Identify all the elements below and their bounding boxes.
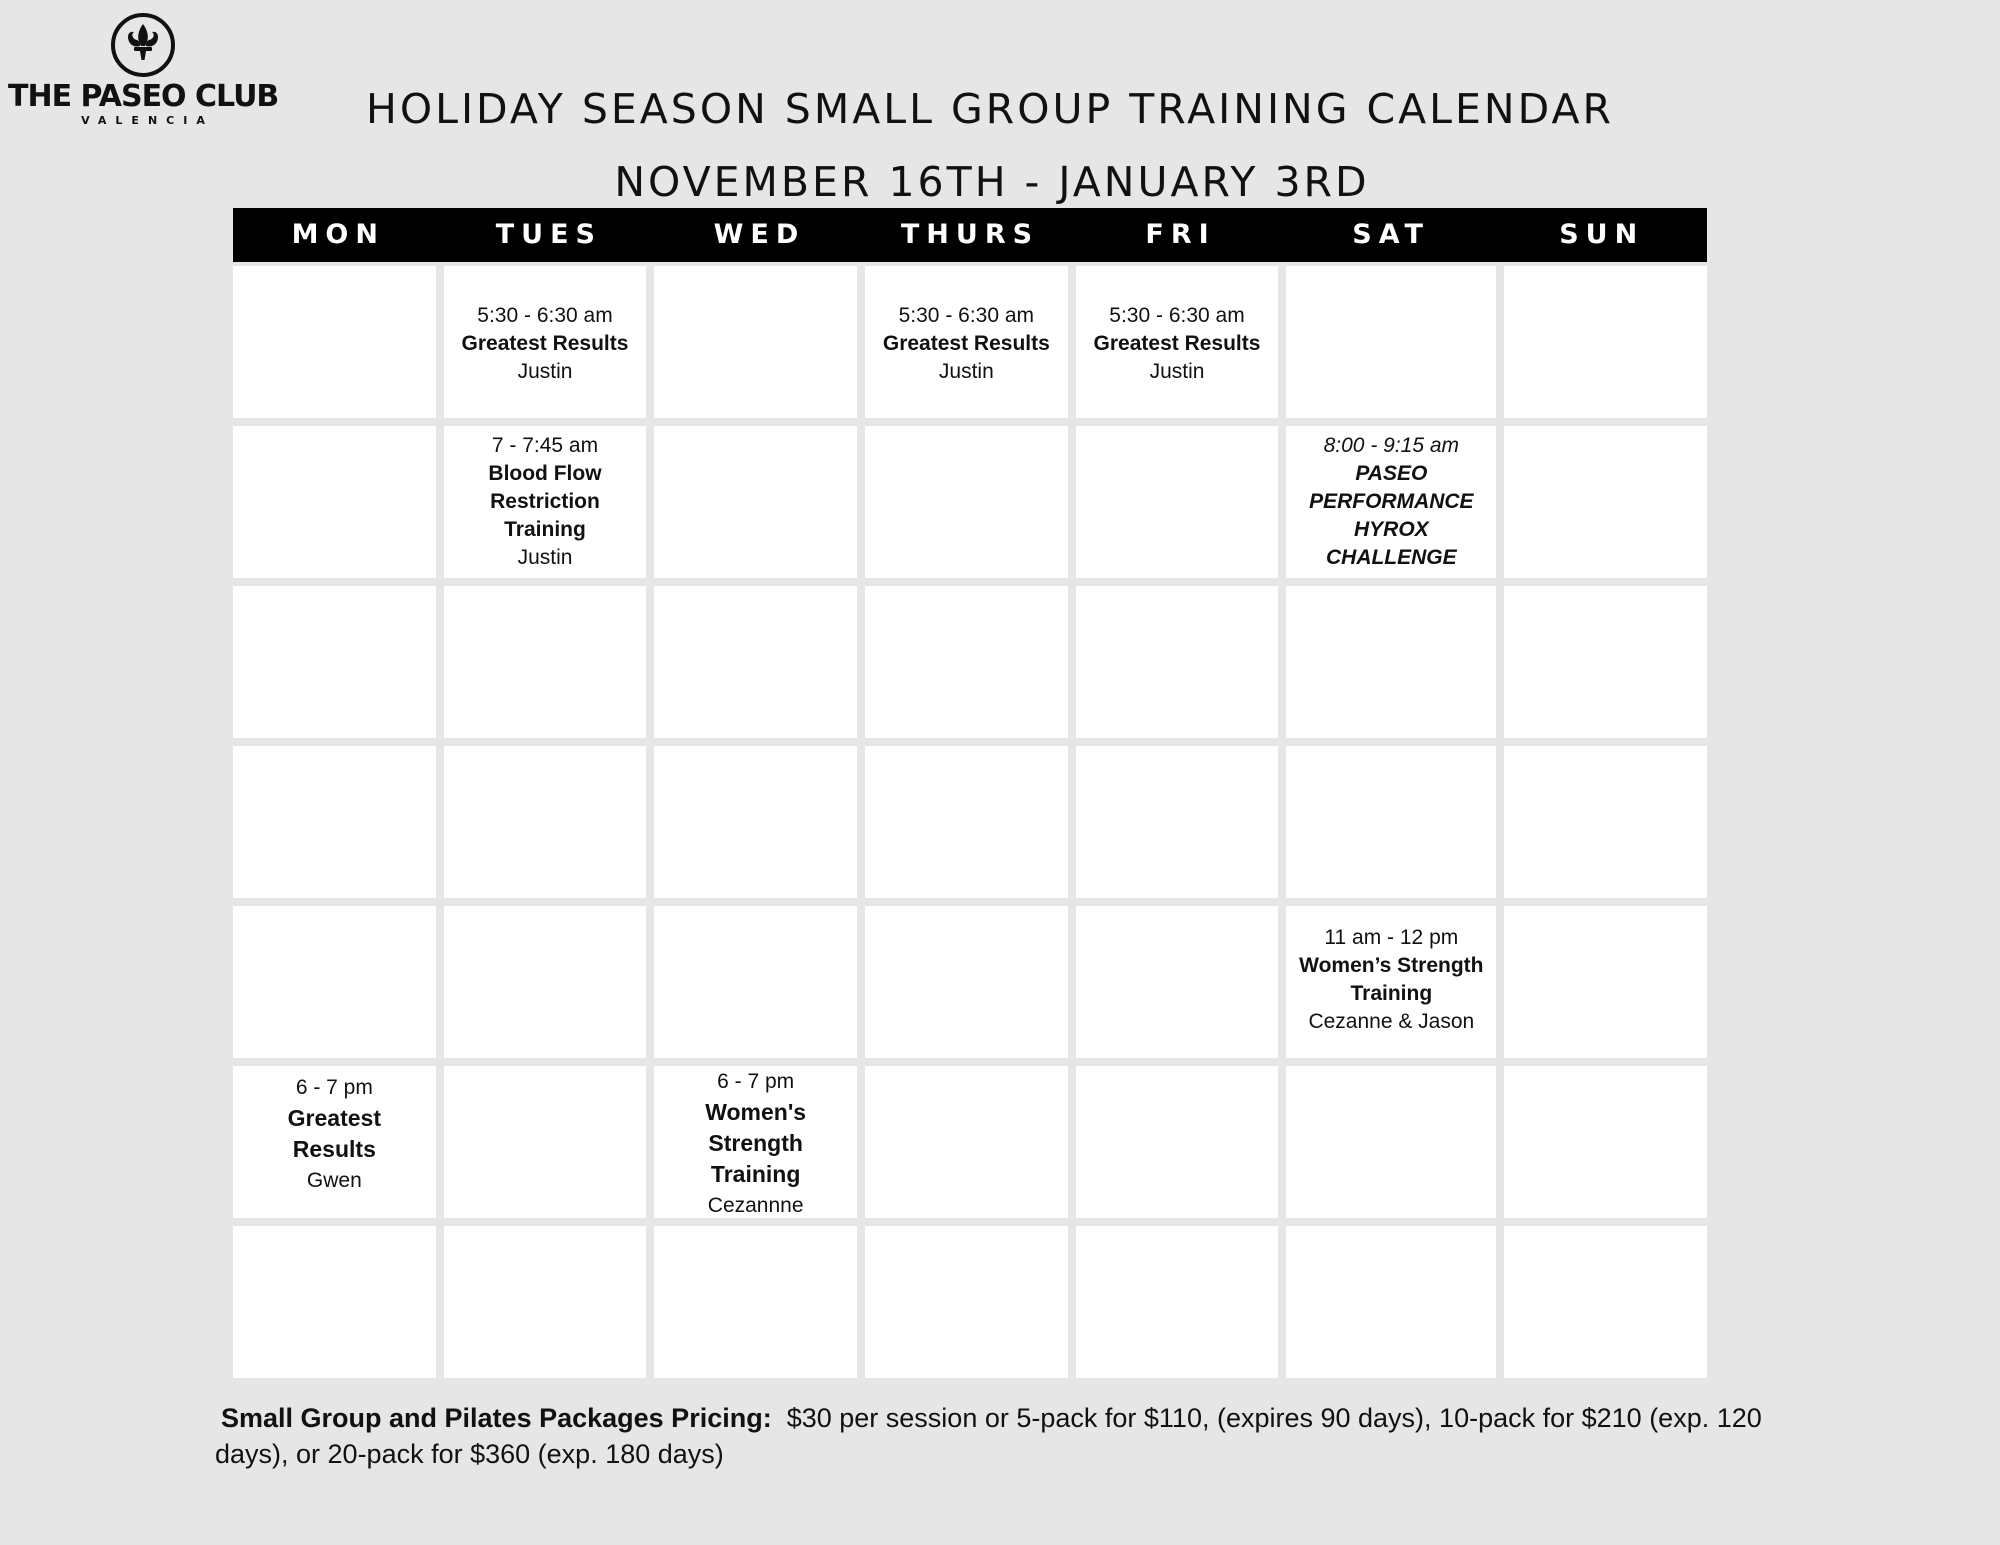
- session-time: 5:30 - 6:30 am: [1109, 304, 1245, 327]
- calendar-cell: [865, 586, 1068, 738]
- calendar-cell: [865, 746, 1068, 898]
- session-class: Greatest Results: [287, 1105, 381, 1162]
- calendar-cell: [1076, 426, 1279, 578]
- calendar-cell: [654, 426, 857, 578]
- calendar-cell: [654, 266, 857, 418]
- calendar-cell: [444, 1066, 647, 1218]
- calendar-cell: [1076, 746, 1279, 898]
- calendar-cell: [233, 426, 436, 578]
- calendar-cell: [654, 1066, 857, 1218]
- club-name: THE PASEO CLUB: [8, 79, 279, 114]
- calendar-cell: [865, 266, 1068, 418]
- session-time: 6 - 7 pm: [295, 1076, 373, 1099]
- fleur-de-lis-icon: [110, 12, 176, 78]
- session-class: Women’s Strength Training: [1299, 954, 1484, 1005]
- session-time: 5:30 - 6:30 am: [477, 304, 613, 327]
- calendar-cell: [865, 1066, 1068, 1218]
- calendar-cell: [233, 586, 436, 738]
- calendar-cell: [654, 1226, 857, 1378]
- weekday-header: [233, 208, 1707, 262]
- calendar-cell: [1076, 906, 1279, 1058]
- session-time: 6 - 7 pm: [717, 1070, 795, 1093]
- calendar-cell: [1504, 426, 1707, 578]
- calendar-cell: [444, 1226, 647, 1378]
- calendar-cell: [1286, 746, 1496, 898]
- calendar-cell: [444, 426, 647, 578]
- session-instructor: Cezannne: [707, 1194, 804, 1217]
- pricing-text: $30 per session or 5-pack for $110, (expires 90 days), 10-pack for $210 (exp. 120 days), or 20-pack for $360 (exp. 180 days): [215, 1403, 1762, 1469]
- session-time: 5:30 - 6:30 am: [898, 304, 1035, 327]
- club-city: VALENCIA: [81, 114, 214, 127]
- day-header-sat: SAT: [1352, 219, 1430, 250]
- calendar-cell: [444, 586, 647, 738]
- calendar-cell: [654, 746, 857, 898]
- date-range: NOVEMBER 16TH - JANUARY 3RD: [614, 158, 1370, 206]
- session-class: Greatest Results: [882, 332, 1050, 355]
- calendar-cell: [1076, 1226, 1279, 1378]
- calendar-cell: [1076, 266, 1279, 418]
- calendar-cell: [1504, 1066, 1707, 1218]
- session-class: PASEO PERFORMANCE HYROX CHALLENGE: [1309, 462, 1474, 569]
- page-title: HOLIDAY SEASON SMALL GROUP TRAINING CALENDAR: [366, 85, 1614, 133]
- session-time: 7 - 7:45 am: [491, 434, 599, 457]
- day-header-fri: FRI: [1145, 219, 1216, 250]
- calendar-cell: [1076, 1066, 1279, 1218]
- session-instructor: Gwen: [306, 1169, 362, 1192]
- calendar-cell: [233, 746, 436, 898]
- calendar-cell: [233, 266, 436, 418]
- day-header-thurs: THURS: [900, 219, 1040, 250]
- calendar-cell: [1504, 746, 1707, 898]
- calendar-cell: [1286, 1226, 1496, 1378]
- calendar-cell: [233, 906, 436, 1058]
- calendar-cell: [1286, 266, 1496, 418]
- calendar-cell: [1286, 1066, 1496, 1218]
- calendar-cell: [1504, 586, 1707, 738]
- calendar-cell: [654, 586, 857, 738]
- calendar-cell: [1504, 1226, 1707, 1378]
- session-instructor: Cezanne & Jason: [1308, 1010, 1475, 1033]
- day-header-sun: SUN: [1559, 219, 1645, 250]
- calendar-cell: [865, 906, 1068, 1058]
- club-logo: [8, 12, 278, 128]
- calendar-cell: [1286, 426, 1496, 578]
- calendar-cell: [1076, 586, 1279, 738]
- session-class: Greatest Results: [1093, 332, 1261, 355]
- session-instructor: Justin: [517, 546, 573, 569]
- session-class: Blood Flow Restriction Training: [488, 462, 602, 541]
- calendar-cell: [1286, 586, 1496, 738]
- session-time: 11 am - 12 pm: [1324, 926, 1459, 949]
- session-instructor: Justin: [1149, 360, 1205, 383]
- calendar-cell: [444, 266, 647, 418]
- pricing-note: [215, 1400, 1775, 1472]
- calendar-cell: [1286, 906, 1496, 1058]
- calendar-grid: [233, 266, 1707, 1378]
- session-class: Women's Strength Training: [705, 1099, 807, 1187]
- session-instructor: Justin: [938, 360, 994, 383]
- calendar-cell: [865, 426, 1068, 578]
- calendar-cell: [233, 1066, 436, 1218]
- day-header-wed: WED: [713, 219, 806, 250]
- session-class: Greatest Results: [461, 332, 629, 355]
- calendar-cell: [654, 906, 857, 1058]
- calendar-cell: [1504, 906, 1707, 1058]
- calendar-cell: [444, 906, 647, 1058]
- pricing-label: Small Group and Pilates Packages Pricing:: [221, 1403, 772, 1433]
- calendar-cell: [444, 746, 647, 898]
- session-instructor: Justin: [517, 360, 573, 383]
- training-calendar: [233, 208, 1707, 1378]
- calendar-cell: [1504, 266, 1707, 418]
- day-header-mon: MON: [291, 219, 385, 250]
- calendar-cell: [233, 1226, 436, 1378]
- calendar-cell: [865, 1226, 1068, 1378]
- session-time: 8:00 - 9:15 am: [1323, 434, 1460, 457]
- day-header-tues: TUES: [495, 219, 602, 250]
